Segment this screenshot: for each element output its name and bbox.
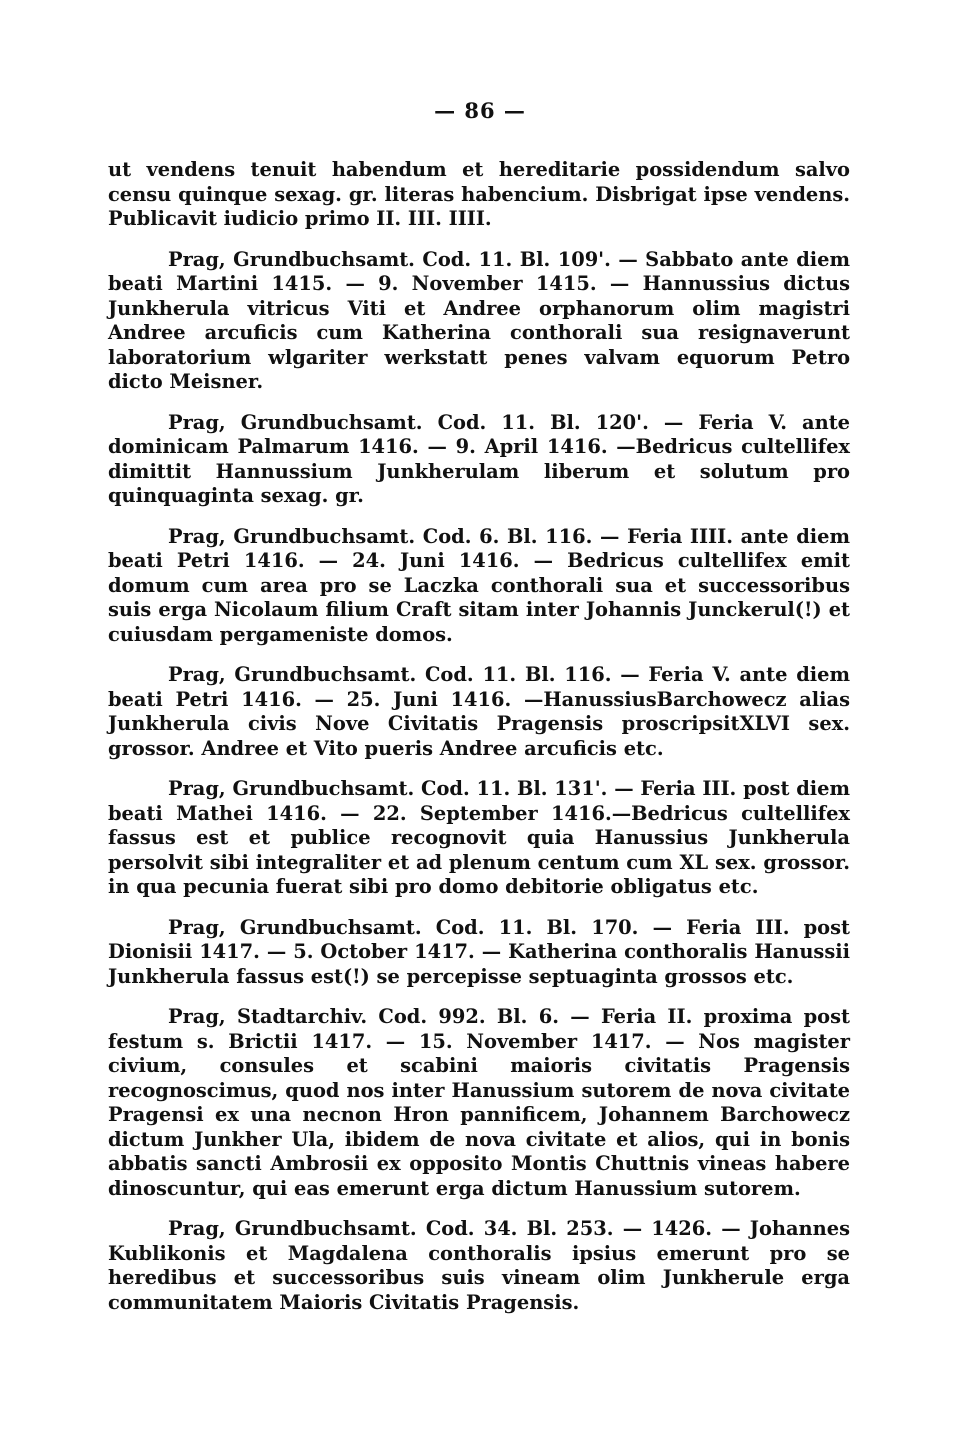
paragraph-entry: Prag, Grundbuchsamt. Cod. 34. Bl. 253. — 1426. — Johannes Kublikonis et Magdalena conthoralis ipsius emerunt pro se heredibus et successoribus suis vineam olim Junkherule erga communitatem Maioris Civitatis Pragensis. <box>108 1217 850 1314</box>
paragraph-entry: Prag, Grundbuchsamt. Cod. 11. Bl. 170. — Feria III. post Dionisii 1417. — 5. October 1417. — Katherina conthoralis Hanussii Junkherula fassus est(!) se percepisse septuaginta grossos etc. <box>108 915 850 988</box>
paragraph-entry: Prag, Grundbuchsamt. Cod. 11. Bl. 109'. — Sabbato ante diem beati Martini 1415. — 9. November 1415. — Hannussius dictus Junkherula vitricus Viti et Andree orphanorum olim magistri Andree arcuficis cum Katherina conthorali sua resignaverunt laboratorium wlgariter werkstatt penes valvam equorum Petro dicto Meisner. <box>108 247 850 393</box>
paragraph-entry: Prag, Grundbuchsamt. Cod. 11. Bl. 131'. — Feria III. post diem beati Mathei 1416. — 22. September 1416.—Bedricus cultellifex fassus est et publice recognovit quia Hanussius Junkherula persolvit sibi integraliter et ad plenum centum cum XL sex. grossor. in qua pecunia fuerat sibi pro domo debitorie obligatus etc. <box>108 777 850 898</box>
body-text <box>108 158 850 1331</box>
paragraph-entry: Prag, Grundbuchsamt. Cod. 11. Bl. 116. — Feria V. ante diem beati Petri 1416. — 25. Juni 1416. —HanussiusBarchowecz alias Junkherula civis Nove Civitatis Pragensis proscripsitXLVI sex. grossor. Andree et Vito pueris Andree arcuficis etc. <box>108 663 850 760</box>
paragraph-entry: Prag, Grundbuchsamt. Cod. 11. Bl. 120'. — Feria V. ante dominicam Palmarum 1416. — 9. April 1416. —Bedricus cultellifex dimittit Hannussium Junkherulam liberum et solutum pro quinquaginta sexag. gr. <box>108 410 850 507</box>
paragraph-continuation: ut vendens tenuit habendum et hereditarie possidendum salvo censu quinque sexag. gr. literas habencium. Disbrigat ipse vendens. Publicavit iudicio primo II. III. IIII. <box>108 158 850 230</box>
paragraph-entry: Prag, Stadtarchiv. Cod. 992. Bl. 6. — Feria II. proxima post festum s. Brictii 1417. — 15. November 1417. — Nos magister civium, consules et scabini maioris civitatis Pragensis recognoscimus, quod nos inter Hanussium sutorem de nova civitate Pragensi ex una necnon Hron pannificem, Johannem Barchowecz dictum Junkher Ula, ibidem de nova civitate et alios, qui in bonis abbatis sancti Ambrosii ex opposito Montis Chuttnis vineas habere dinoscuntur, qui eas emerunt erga dictum Hanussium sutorem. <box>108 1005 850 1200</box>
page-number: — 86 — <box>434 98 526 123</box>
paragraph-entry: Prag, Grundbuchsamt. Cod. 6. Bl. 116. — Feria IIII. ante diem beati Petri 1416. — 24. Juni 1416. — Bedricus cultellifex emit domum cum area pro se Laczka conthorali sua et successoribus suis erga Nicolaum filium Craft sitam inter Johannis Junckerul(!) et cuiusdam pergameniste domos. <box>108 524 850 646</box>
